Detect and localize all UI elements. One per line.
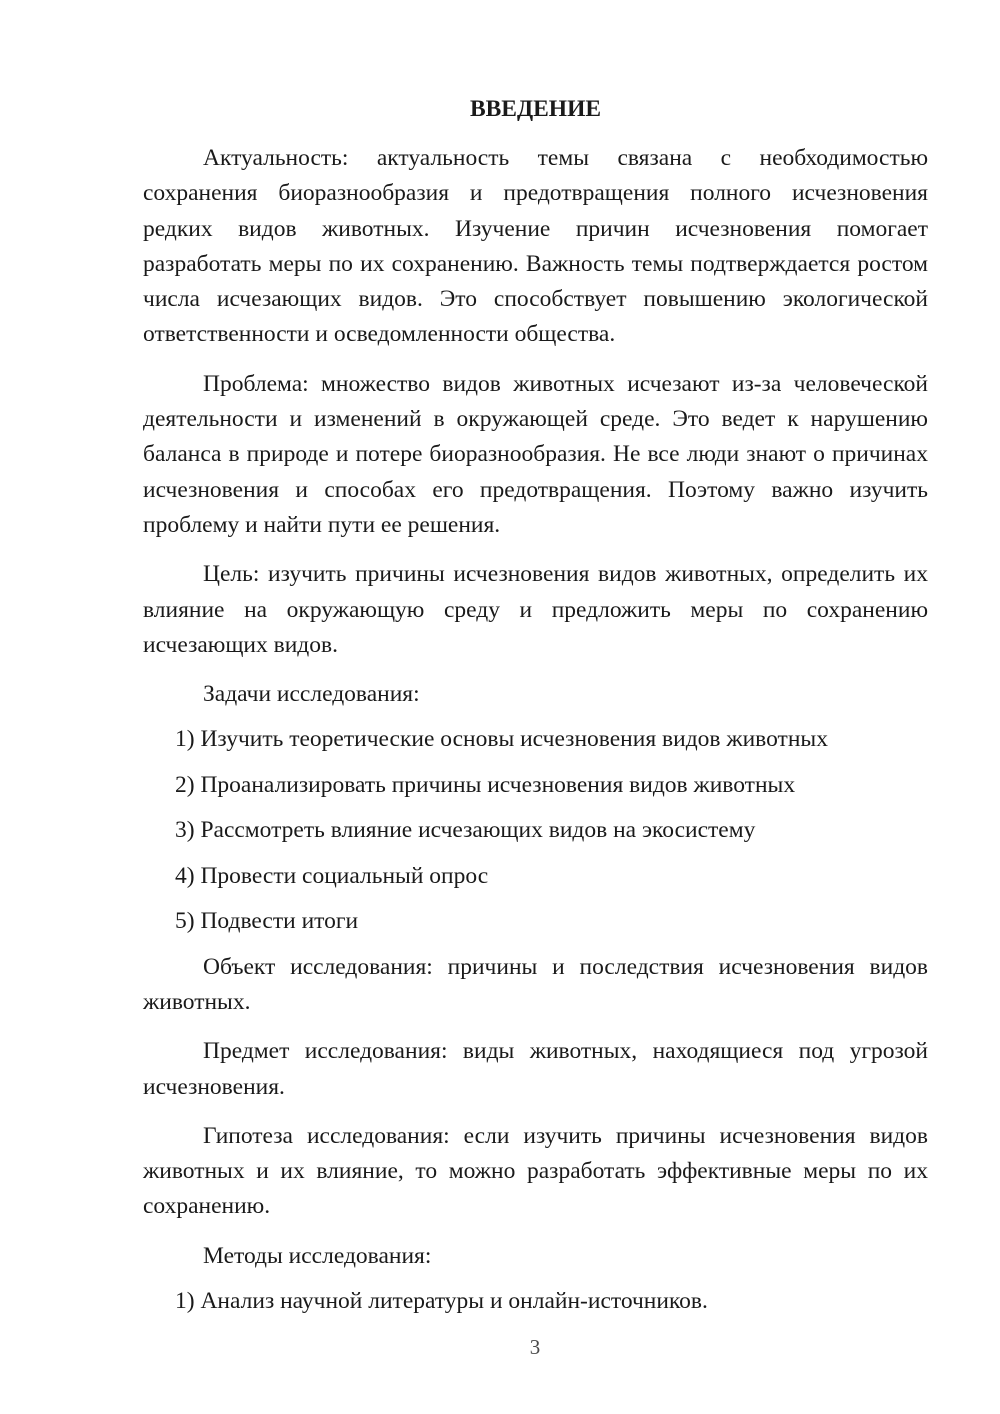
list-item: 1) Анализ научной литературы и онлайн-источников. [175, 1287, 708, 1314]
page-title: ВВЕДЕНИЕ [469, 96, 602, 122]
problem-paragraph: Проблема: множество видов животных исчезают из-за человеческой деятельности и изменений в окружающей среде. Это ведет к нарушению баланса в природе и потере биоразнообразия. Не все люди знают о причинах исчезновения и способах его предотвращения. Поэтому важно изучить проблему и найти пути ее решения. [143, 370, 928, 538]
list-item: 4) Провести социальный опрос [175, 862, 489, 889]
subject-paragraph: Предмет исследования: виды животных, находящиеся под угрозой исчезновения. [143, 1038, 928, 1100]
methods-list [143, 1284, 928, 1319]
list-item: 1) Изучить теоретические основы исчезновения видов животных [175, 726, 828, 753]
relevance-paragraph: Актуальность: актуальность темы связана с необходимостью сохранения биоразнообразия и предотвращения полного исчезновения редких видов животных. Изучение причин исчезновения помогает разработать меры по их сохранению. Важность темы подтверждается ростом числа исчезающих видов. Это способствует повышению экологической ответственности и осведомленности общества. [143, 145, 928, 348]
list-item: 2) Проанализировать причины исчезновения видов животных [175, 771, 796, 798]
methods-heading: Методы исследования: [203, 1242, 432, 1269]
page-content [143, 92, 928, 1329]
tasks-list [143, 722, 928, 939]
hypothesis-paragraph: Гипотеза исследования: если изучить причины исчезновения видов животных и их влияние, то можно разработать эффективные меры по их сохранению. [143, 1122, 928, 1220]
page-number: 3 [529, 1335, 541, 1359]
goal-paragraph: Цель: изучить причины исчезновения видов животных, определить их влияние на окружающую среду и предложить меры по сохранению исчезающих видов. [143, 561, 928, 658]
list-item: 3) Рассмотреть влияние исчезающих видов на экосистему [175, 817, 756, 844]
list-item: 5) Подвести итоги [175, 908, 359, 935]
object-paragraph: Объект исследования: причины и последствия исчезновения видов животных. [143, 953, 928, 1015]
tasks-heading: Задачи исследования: [203, 681, 420, 708]
